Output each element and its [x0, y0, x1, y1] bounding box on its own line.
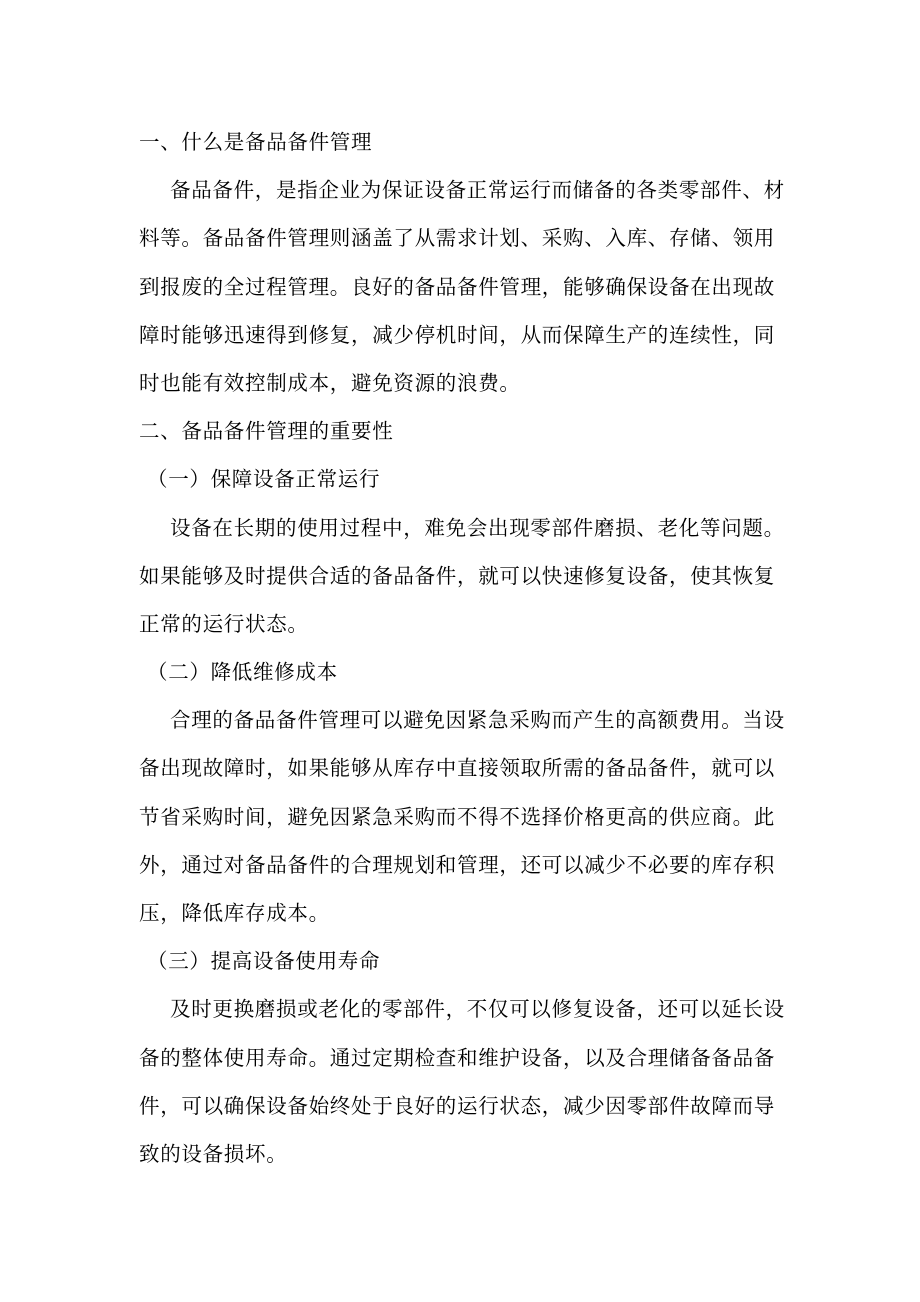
paragraph-line: 障时能够迅速得到修复，减少停机时间，从而保障生产的连续性，同 — [139, 322, 775, 347]
paragraph-line: 节省采购时间，避免因紧急采购而不得不选择价格更高的供应商。此 — [139, 804, 775, 829]
paragraph-line: 合理的备品备件管理可以避免因紧急采购而产生的高额费用。当设 — [170, 708, 785, 733]
subsection2-paragraph — [139, 696, 789, 937]
subsection-heading-3: （三）提高设备使用寿命 — [147, 949, 381, 974]
paragraph-line: 到报废的全过程管理。良好的备品备件管理，能够确保设备在出现故 — [139, 274, 775, 299]
document-body — [139, 118, 789, 1178]
section-heading-2: 二、备品备件管理的重要性 — [139, 419, 394, 444]
paragraph-line: 如果能够及时提供合适的备品备件，就可以快速修复设备，使其恢复 — [139, 563, 775, 588]
subsection1-paragraph — [139, 504, 789, 649]
paragraph-line: 备品备件，是指企业为保证设备正常运行而储备的各类零部件、材 — [170, 178, 785, 203]
subsection3-paragraph — [139, 985, 789, 1178]
paragraph-line: 外，通过对备品备件的合理规划和管理，还可以减少不必要的库存积 — [139, 852, 775, 877]
paragraph-line: 压，降低库存成本。 — [139, 901, 330, 925]
paragraph-line: 正常的运行状态。 — [139, 611, 309, 636]
subsection-heading-1: （一）保障设备正常运行 — [147, 467, 381, 492]
paragraph-line: 备出现故障时，如果能够从库存中直接领取所需的备品备件，就可以 — [139, 756, 775, 781]
paragraph-line: 件，可以确保设备始终处于良好的运行状态，减少因零部件故障而导 — [139, 1093, 775, 1118]
subsection-heading-2: （二）降低维修成本 — [147, 660, 338, 685]
paragraph-line: 时也能有效控制成本，避免资源的浪费。 — [139, 370, 521, 395]
paragraph-line: 设备在长期的使用过程中，难免会出现零部件磨损、老化等问题。 — [170, 515, 785, 540]
paragraph-line: 料等。备品备件管理则涵盖了从需求计划、采购、入库、存储、领用 — [139, 226, 775, 251]
paragraph-line: 及时更换磨损或老化的零部件，不仅可以修复设备，还可以延长设 — [170, 997, 785, 1022]
paragraph-line: 备的整体使用寿命。通过定期检查和维护设备，以及合理储备备品备 — [139, 1045, 775, 1070]
section-heading-1: 一、什么是备品备件管理 — [139, 130, 373, 154]
section1-paragraph — [139, 166, 789, 407]
paragraph-line: 致的设备损坏。 — [139, 1141, 288, 1166]
